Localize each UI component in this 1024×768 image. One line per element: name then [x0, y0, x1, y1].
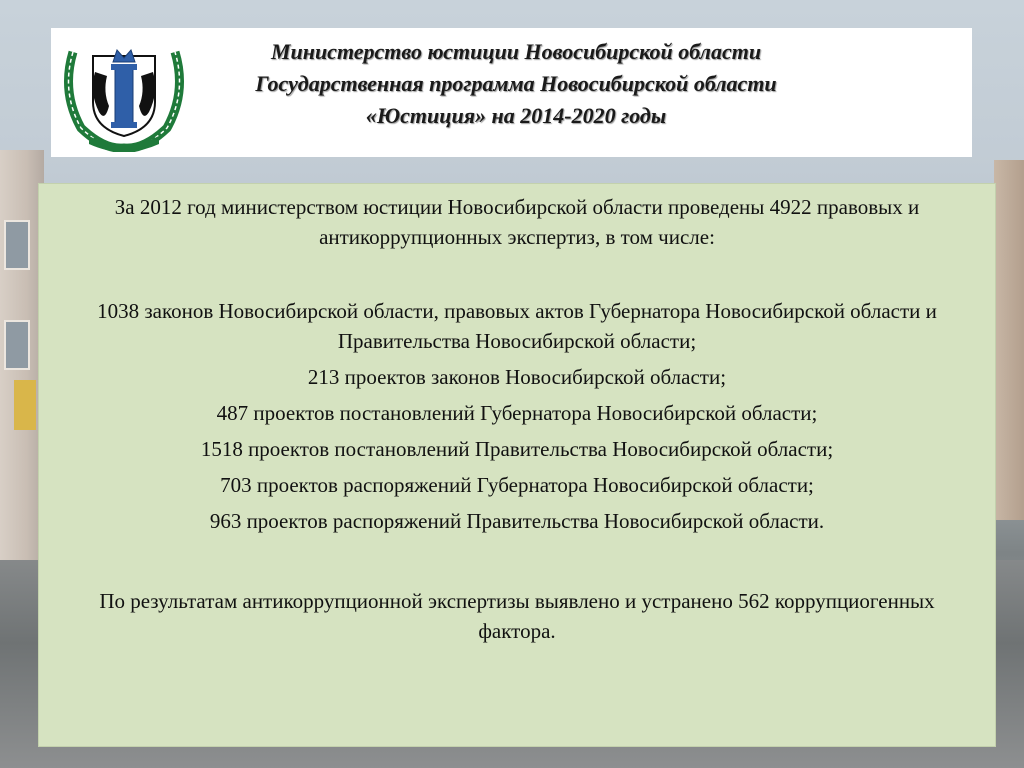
header-line-ministry: Министерство юстиции Новосибирской области [270, 39, 762, 64]
background-building-right [994, 160, 1024, 520]
header-title [201, 36, 831, 132]
coat-of-arms-icon [59, 32, 189, 152]
list-item: 1518 проектов постановлений Правительства Новосибирской области; [200, 437, 834, 461]
content-panel [38, 183, 996, 747]
header-banner [51, 28, 972, 157]
result-paragraph: По результатам антикоррупционной экспертизы выявлено и устранено 562 коррупциогенных фактора. [99, 589, 935, 643]
list-item: 703 проектов распоряжений Губернатора Новосибирской области; [220, 473, 814, 497]
expertise-list [49, 296, 985, 542]
intro-paragraph: За 2012 год министерством юстиции Новосибирской области проведены 4922 правовых и антикоррупционных экспертиз, в том числе: [114, 195, 920, 249]
list-item: 487 проектов постановлений Губернатора Новосибирской области; [216, 401, 818, 425]
list-item: 213 проектов законов Новосибирской области; [307, 365, 727, 389]
header-line-program: Государственная программа Новосибирской области [255, 71, 777, 96]
list-item: 1038 законов Новосибирской области, правовых актов Губернатора Новосибирской области и Правительства Новосибирской области; [97, 299, 937, 353]
list-item: 963 проектов распоряжений Правительства Новосибирской области. [209, 509, 825, 533]
header-line-justice: «Юстиция» на 2014-2020 годы [365, 103, 667, 128]
background-sign [14, 380, 36, 430]
